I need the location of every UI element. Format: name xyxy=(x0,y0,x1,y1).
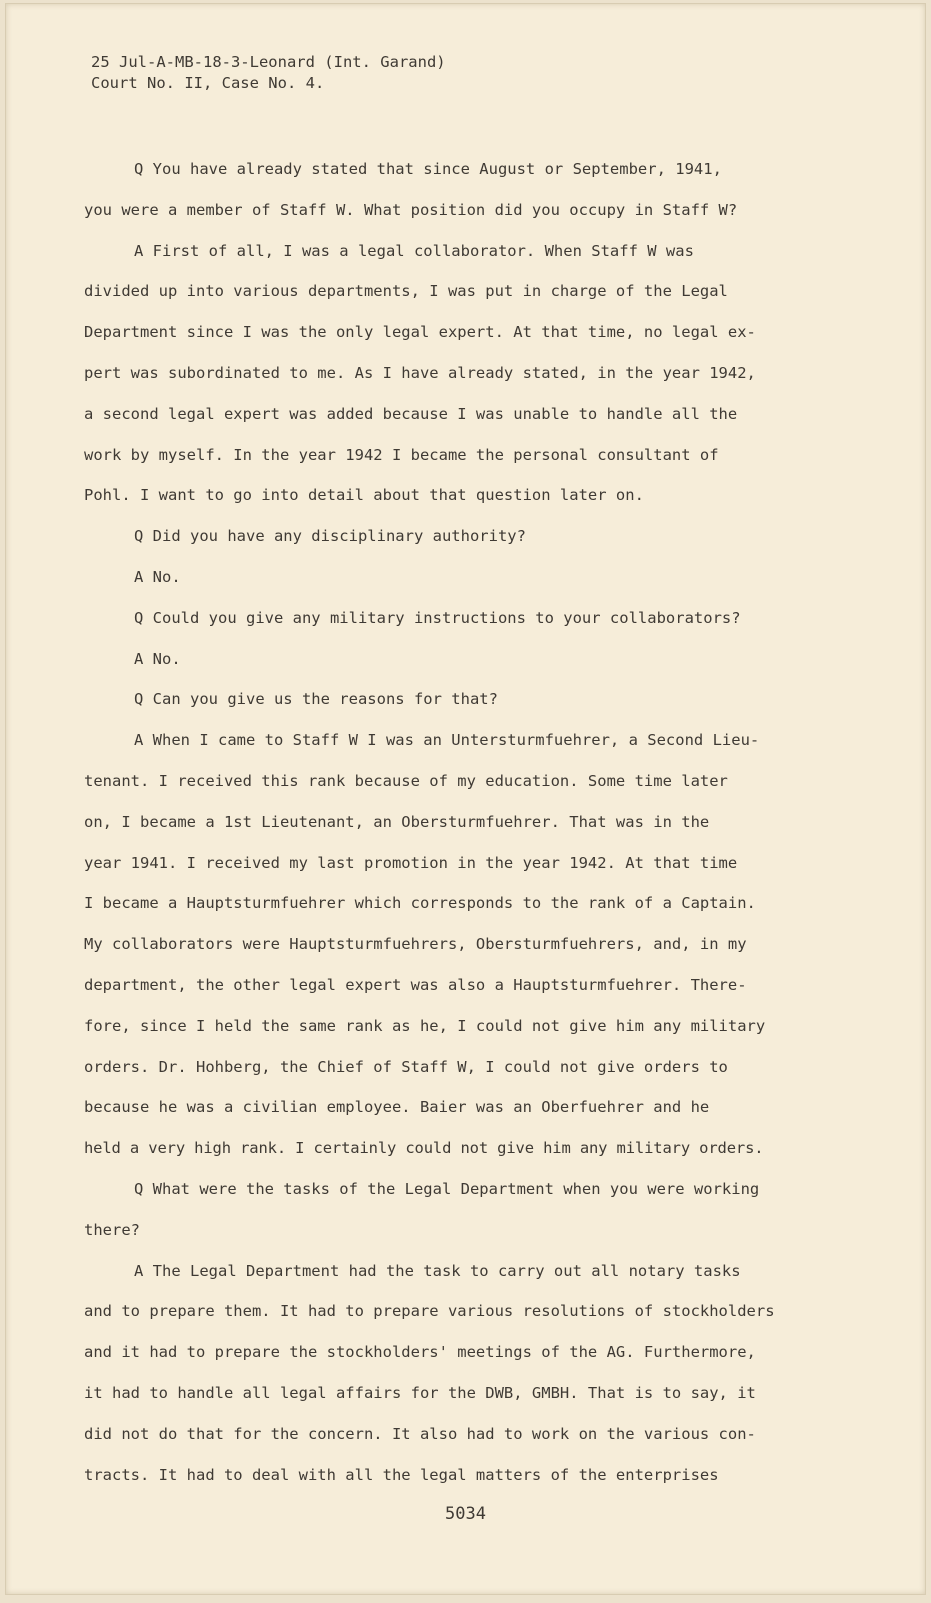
text-line: Pohl. I want to go into detail about that question later on. xyxy=(84,486,644,505)
text-line: tenant. I received this rank because of my education. Some time later xyxy=(84,771,728,790)
text-line: there? xyxy=(84,1220,140,1239)
page-number: 5034 xyxy=(445,1504,486,1524)
paragraph-answer-no-1 xyxy=(84,557,844,598)
paragraph-answer-tasks xyxy=(84,1251,844,1496)
text-line: tracts. It had to deal with all the legal matters of the enterprises xyxy=(84,1465,719,1484)
text-line: I became a Hauptsturmfuehrer which corresponds to the rank of a Captain. xyxy=(84,894,756,913)
testimony-body xyxy=(84,149,844,1495)
text-line: My collaborators were Hauptsturmfuehrers, Obersturmfuehrers, and, in my xyxy=(84,935,747,954)
text-line: you were a member of Staff W. What position did you occupy in Staff W? xyxy=(84,200,738,219)
text-line: on, I became a 1st Lieutenant, an Obersturmfuehrer. That was in the xyxy=(84,812,710,831)
text-line: Q Could you give any military instructions to your collaborators? xyxy=(134,608,741,627)
text-line: Department since I was the only legal expert. At that time, no legal ex- xyxy=(84,323,756,342)
text-line: because he was a civilian employee. Baier was an Oberfuehrer and he xyxy=(84,1098,710,1117)
text-line: and it had to prepare the stockholders' meetings of the AG. Furthermore, xyxy=(84,1343,756,1362)
paragraph-answer-no-2 xyxy=(84,639,844,680)
document-page xyxy=(5,3,926,1595)
header-line-2: Court No. II, Case No. 4. xyxy=(91,74,325,92)
text-line: divided up into various departments, I was put in charge of the Legal xyxy=(84,282,728,301)
text-line: orders. Dr. Hohberg, the Chief of Staff W, I could not give orders to xyxy=(84,1057,728,1076)
paragraph-question-disciplinary xyxy=(84,516,844,557)
text-line: A No. xyxy=(134,567,181,586)
text-line: did not do that for the concern. It also had to work on the various con- xyxy=(84,1424,756,1443)
text-line: a second legal expert was added because I was unable to handle all the xyxy=(84,404,738,423)
text-line: it had to handle all legal affairs for the DWB, GMBH. That is to say, it xyxy=(84,1383,756,1402)
text-line: A First of all, I was a legal collaborator. When Staff W was xyxy=(134,241,694,260)
text-line: year 1941. I received my last promotion in the year 1942. At that time xyxy=(84,853,738,872)
text-line: Q You have already stated that since August or September, 1941, xyxy=(134,160,722,178)
text-line: Q Did you have any disciplinary authority? xyxy=(134,527,526,546)
text-line: held a very high rank. I certainly could not give him any military orders. xyxy=(84,1139,764,1158)
text-line: A No. xyxy=(134,649,181,668)
text-line: A The Legal Department had the task to carry out all notary tasks xyxy=(134,1261,741,1280)
text-line: and to prepare them. It had to prepare various resolutions of stockholders xyxy=(84,1302,775,1321)
text-line: pert was subordinated to me. As I have already stated, in the year 1942, xyxy=(84,363,756,382)
paragraph-answer-reasons xyxy=(84,720,844,1169)
paragraph-question-reasons xyxy=(84,679,844,720)
paragraph-question-military xyxy=(84,598,844,639)
text-line: fore, since I held the same rank as he, I could not give him any military xyxy=(84,1016,766,1035)
paragraph-question-position xyxy=(84,149,844,231)
text-line: Q What were the tasks of the Legal Department when you were working xyxy=(134,1179,760,1198)
paragraph-answer-position xyxy=(84,231,844,517)
text-line: Q Can you give us the reasons for that? xyxy=(134,690,498,709)
paragraph-question-tasks xyxy=(84,1169,844,1251)
text-line: A When I came to Staff W I was an Untersturmfuehrer, a Second Lieu- xyxy=(134,731,760,750)
document-header xyxy=(91,52,446,94)
header-line-1: 25 Jul-A-MB-18-3-Leonard (Int. Garand) xyxy=(91,53,446,71)
text-line: department, the other legal expert was also a Hauptsturmfuehrer. There- xyxy=(84,975,747,994)
text-line: work by myself. In the year 1942 I became the personal consultant of xyxy=(84,445,719,464)
